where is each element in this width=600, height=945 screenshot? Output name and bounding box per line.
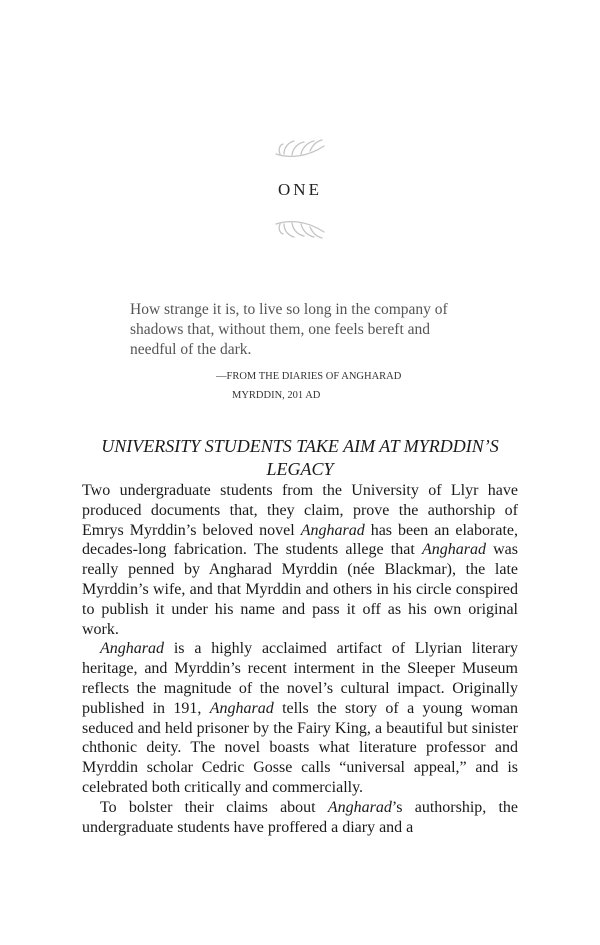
text-run: has been an elaborate, decades-long fabrication. The students allege that: [82, 521, 518, 559]
text-run: To bolster their claims about: [100, 798, 328, 816]
text-run: Two undergraduate students from the University of Llyr have produced documents that, they claim, prove the authorship of Emrys Myrddin’s beloved novel: [82, 482, 518, 539]
novel-title: Angharad: [100, 640, 164, 658]
novel-title: Angharad: [300, 521, 365, 539]
article-paragraph-3: [82, 798, 518, 838]
article-paragraph-2: [82, 639, 518, 797]
flourish-ornament-top-icon: [270, 132, 330, 164]
text-run: ’s authorship, the undergraduate students have proffered a diary and a: [82, 798, 519, 836]
attribution-line-2: MYRDDIN, 201 AD: [232, 390, 321, 401]
article-headline: UNIVERSITY STUDENTS TAKE AIM AT MYRDDIN’S LEGACY: [101, 436, 499, 479]
novel-title: Angharad: [209, 699, 274, 717]
attribution-line-1: —FROM THE DIARIES OF ANGHARAD: [216, 371, 402, 382]
epigraph-quote: How strange it is, to live so long in the company of shadows that, without them, one feels bereft and needful of the dark.: [130, 301, 448, 358]
flourish-ornament-bottom-icon: [270, 214, 330, 246]
article-paragraph-1: [82, 481, 518, 639]
article-body: [82, 481, 518, 837]
chapter-title: ONE: [278, 180, 322, 199]
text-run: is a highly acclaimed artifact of Llyrian literary heritage, and Myrddin’s recent interment in the Sleeper Museum reflects the magnitude of the novel’s cultural impact. Originally published in 191,: [82, 640, 518, 717]
text-run: was really penned by Angharad Myrddin (née Blackmar), the late Myrddin’s wife, and that Myrddin and others in his circle conspired to publish it under his name and pass it off as his own original work.: [82, 541, 519, 638]
novel-title: Angharad: [421, 541, 486, 559]
text-run: tells the story of a young woman seduced and held prisoner by the Fairy King, a beautiful but sinister chthonic deity. The novel boasts what literature professor and Myrddin scholar Cedric Gosse calls “universal appeal,” and is celebrated both critically and commercially.: [82, 699, 518, 796]
novel-title: Angharad: [327, 798, 392, 816]
